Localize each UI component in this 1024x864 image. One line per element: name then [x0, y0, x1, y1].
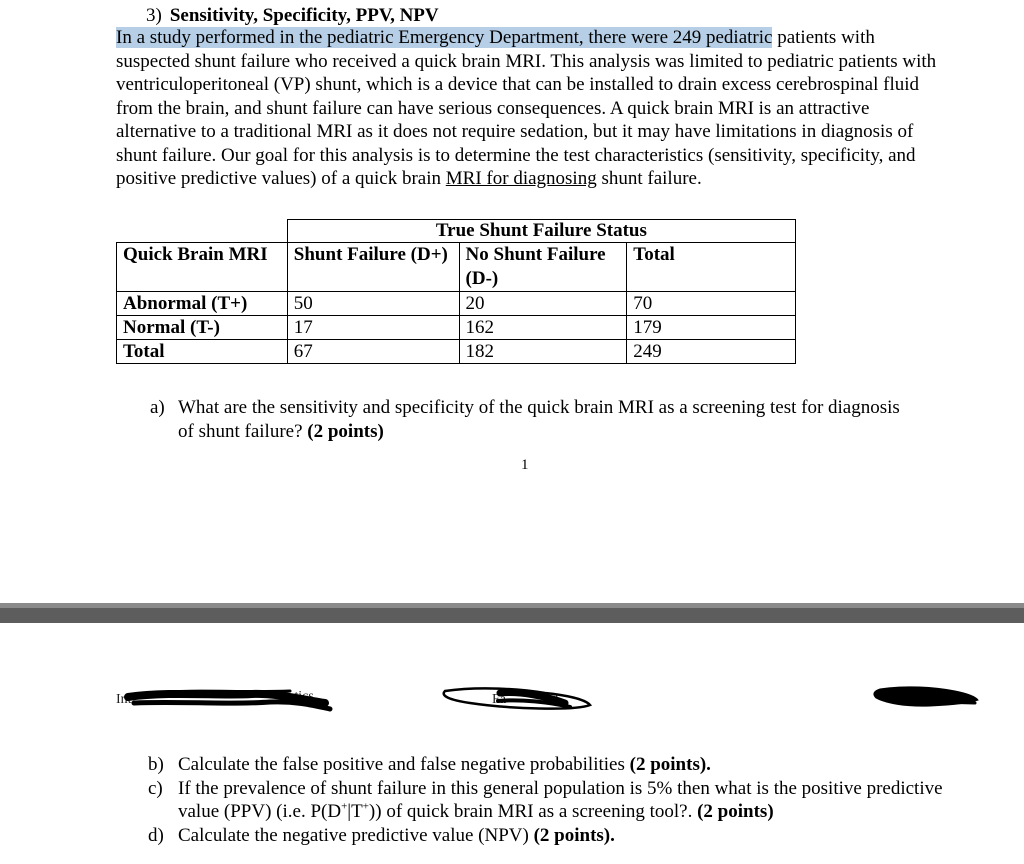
- question-c-label: c): [148, 777, 163, 799]
- header-quick-brain-mri: Quick Brain MRI: [117, 243, 288, 292]
- header-no-shunt-failure: No Shunt Failure (D-): [459, 243, 627, 292]
- redaction-center: [444, 688, 590, 708]
- cell-d-pos: 17: [287, 316, 459, 340]
- question-a-points: (2 points): [307, 420, 384, 442]
- cell-d-pos: 50: [287, 292, 459, 316]
- cell-total: 249: [627, 340, 796, 364]
- question-a-label: a): [150, 397, 165, 418]
- question-d: [148, 824, 968, 848]
- page-number: 1: [521, 457, 529, 473]
- cell-total: 70: [627, 292, 796, 316]
- question-c-points: (2 points): [697, 801, 774, 822]
- question-c-text-3: )) of quick brain MRI as a screening tool?.: [368, 801, 693, 822]
- question-a: [150, 396, 910, 443]
- row-label: Abnormal (T+): [117, 292, 288, 316]
- table-corner: [117, 220, 288, 243]
- table-row: [117, 316, 796, 340]
- cell-d-neg: 182: [459, 340, 627, 364]
- cell-d-neg: 20: [459, 292, 627, 316]
- page-separator-edge: [0, 603, 1024, 608]
- section-heading: [146, 5, 439, 27]
- intro-text: patients with suspected shunt failure who received a quick brain MRI. This analysis was limited to pediatric patients with ventriculoperitoneal (VP) shunt, which is a device that can be installed to drain excess cerebrospinal fluid from the brain, and shunt failure can have serious consequences. A quick brain MRI is an attractive alternative to a traditional MRI as it does not require sedation, but it may have limitations in diagnosis of shunt failure. Our goal for this analysis is to determine the test characteristics (sensitivity, specificity, and positive predictive values) of a quick brain: [116, 27, 937, 189]
- underlined-text: MRI for diagnosing: [445, 168, 597, 189]
- question-a-text: What are the sensitivity and specificity of the quick brain MRI as a screening test for diagnosis of shunt failure?: [178, 397, 900, 442]
- section-title: Sensitivity, Specificity, PPV, NPV: [169, 5, 439, 26]
- cell-d-pos: 67: [287, 340, 459, 364]
- footer-left-tail: istics: [285, 689, 314, 704]
- redaction-right: [874, 687, 978, 706]
- intro-paragraph: [116, 26, 946, 191]
- question-c-sup-2: +: [362, 800, 369, 813]
- questions-b-d: [148, 753, 968, 847]
- cell-d-neg: 162: [459, 316, 627, 340]
- footer-center-tail: 1: [553, 692, 560, 707]
- row-label: Total: [117, 340, 288, 364]
- question-b-label: b): [148, 754, 164, 775]
- question-d-text: Calculate the negative predictive value (NPV): [178, 824, 529, 846]
- question-c-sup-1: +: [341, 800, 348, 813]
- redaction-left: [128, 691, 330, 709]
- header-total: Total: [627, 243, 796, 292]
- row-label: Normal (T-): [117, 316, 288, 340]
- footer-center-text: Fa: [492, 692, 506, 707]
- question-d-label: d): [148, 824, 164, 846]
- contingency-table: [116, 219, 796, 364]
- header-shunt-failure: Shunt Failure (D+): [287, 243, 459, 292]
- question-c-text-1: If the prevalence of shunt failure in this general population is 5% then what is the positive predictive value (PPV) (i.e. P(D: [178, 777, 943, 822]
- question-number: 3): [146, 5, 162, 26]
- question-b: [148, 753, 968, 777]
- table-row: [117, 292, 796, 316]
- question-c: [148, 777, 968, 824]
- table-header-row: [117, 243, 796, 292]
- question-b-text: Calculate the false positive and false negative probabilities: [178, 754, 625, 775]
- table-row: [117, 340, 796, 364]
- table-super-header: True Shunt Failure Status: [287, 220, 795, 243]
- question-d-points: (2 points).: [533, 824, 615, 846]
- cell-total: 179: [627, 316, 796, 340]
- intro-end-text: shunt failure.: [596, 168, 702, 189]
- footer-left-text: Int: [116, 692, 132, 707]
- question-c-text-2: |T: [347, 801, 363, 822]
- highlighted-text[interactable]: In a study performed in the pediatric Emergency Department, there were 249 pediatric: [116, 27, 773, 48]
- question-b-points: (2 points).: [629, 754, 711, 775]
